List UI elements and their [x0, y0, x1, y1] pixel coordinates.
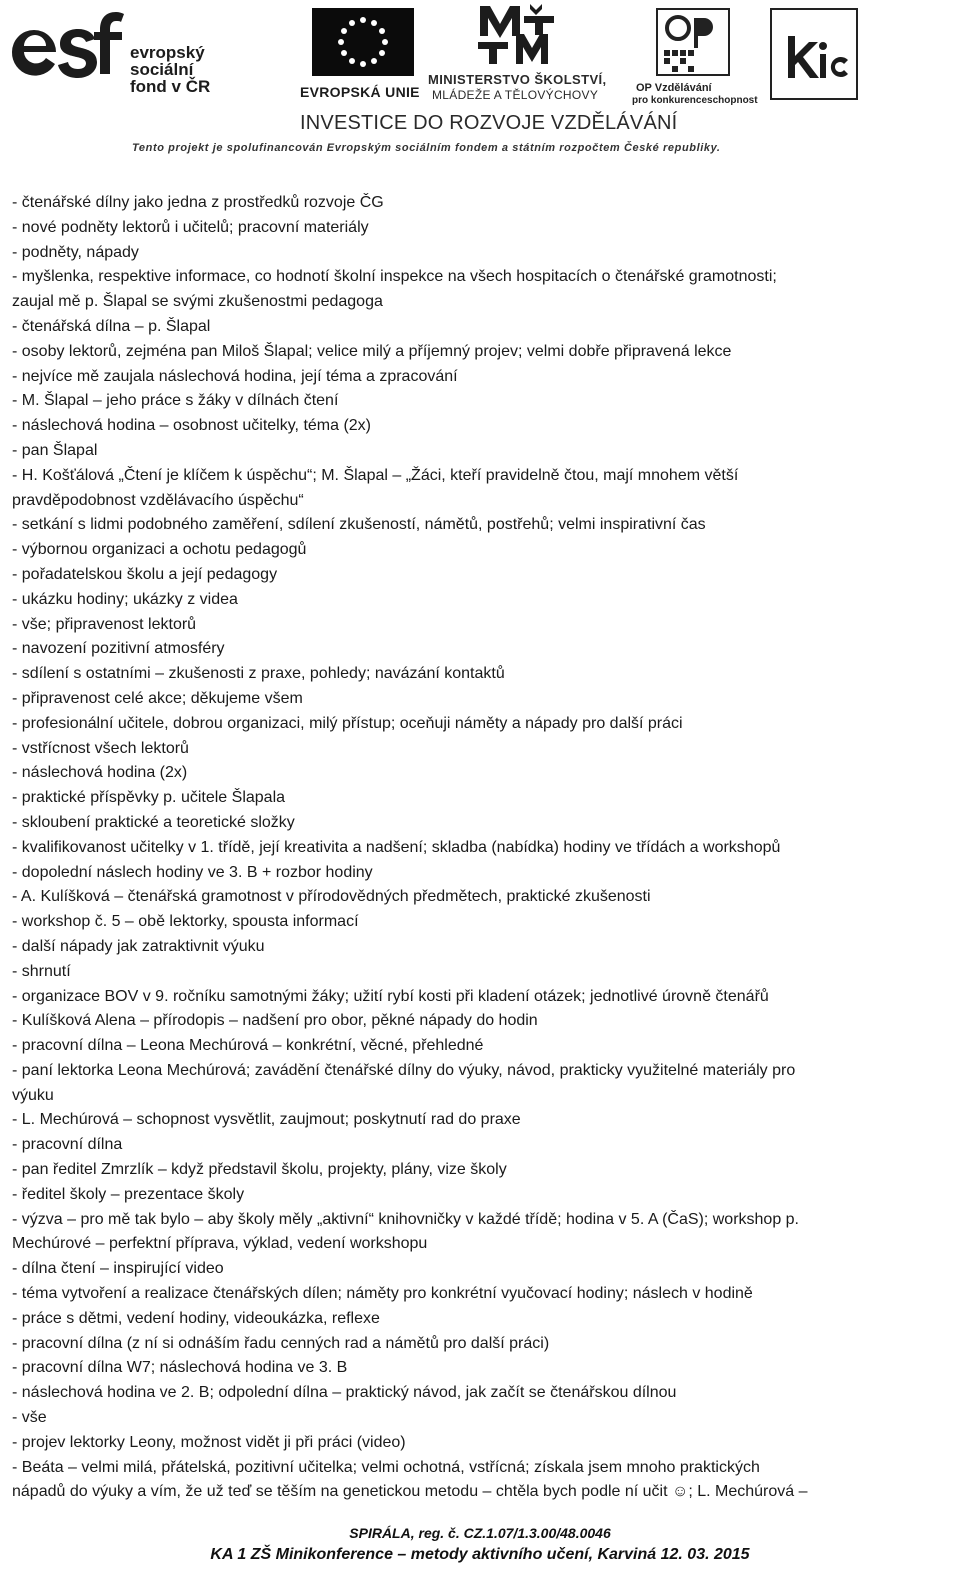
kic-mark-icon [772, 10, 856, 98]
op-name-line2: pro konkurenceschopnost [632, 95, 758, 106]
feedback-line: - ukázku hodiny; ukázky z videa [12, 590, 238, 608]
feedback-line: - A. Kulíšková – čtenářská gramotnost v přírodovědných předmětech, praktické zkušenosti [12, 888, 651, 906]
feedback-line: - nejvíce mě zaujala náslechová hodina, její téma a zpracování [12, 367, 458, 385]
kic-logo [770, 8, 858, 100]
feedback-line: - vše; připravenost lektorů [12, 615, 197, 633]
feedback-line: pravděpodobnost vzdělávacího úspěchu“ [12, 491, 304, 509]
feedback-line: - další nápady jak zatraktivnit výuku [12, 937, 265, 955]
feedback-line: - téma vytvoření a realizace čtenářských dílen; náměty pro konkrétní vyučovací hodiny; náslech v hodině [12, 1285, 753, 1303]
feedback-line: - nové podněty lektorů i učitelů; pracovní materiály [12, 218, 369, 236]
esf-logo [8, 2, 303, 102]
esf-text-line: evropský [130, 43, 205, 62]
esf-mark-icon [8, 4, 128, 100]
op-logo-frame [656, 8, 730, 76]
footer-event-title: KA 1 ZŠ Minikonference – metody aktivního učení, Karviná 12. 03. 2015 [210, 1546, 750, 1563]
feedback-line: - Kulíšková Alena – přírodopis – nadšení pro obor, pěkné nápady do hodin [12, 1012, 538, 1030]
feedback-line: - shrnutí [12, 962, 71, 980]
feedback-line: - L. Mechúrová – schopnost vysvětlit, zaujmout; poskytnutí rad do praxe [12, 1111, 521, 1129]
feedback-line: - navození pozitivní atmosféry [12, 640, 225, 658]
msmt-mark-icon [476, 2, 556, 68]
feedback-line: - výzva – pro mě tak bylo – aby školy měly „aktivní“ knihovničky v každé třídě; hodina v 5. A (ČaS); workshop p. [12, 1210, 799, 1228]
feedback-line: - podněty, nápady [12, 243, 139, 261]
op-name-line1: OP Vzdělávání [636, 82, 712, 94]
feedback-line: - náslechová hodina – osobnost učitelky, téma (2x) [12, 417, 372, 435]
feedback-line: - pracovní dílna (z ní si odnáším řadu cenných rad a námětů pro další práci) [12, 1334, 550, 1352]
feedback-line: - projev lektorky Leony, možnost vidět ji při práci (video) [12, 1433, 406, 1451]
feedback-line: - připravenost celé akce; děkujeme všem [12, 689, 303, 707]
feedback-line: - pan ředitel Zmrzlík – když představil školu, projekty, plány, vize školy [12, 1161, 507, 1179]
feedback-line: - dílna čtení – inspirující video [12, 1260, 224, 1278]
feedback-line: - organizace BOV v 9. ročníku samotnými žáky; užití rybí kosti při kladení otázek; jednotlivé úrovně čtenářů [12, 987, 769, 1005]
feedback-line: - pracovní dílna [12, 1136, 123, 1154]
eu-flag-icon [312, 8, 414, 76]
feedback-line: - myšlenka, respektive informace, co hodnotí školní inspekce na všech hospitacích o čtenářské gramotnosti; [12, 268, 777, 286]
feedback-line: - výbornou organizaci a ochotu pedagogů [12, 541, 307, 559]
feedback-line: - M. Šlapal – jeho práce s žáky v dílnách čtení [12, 392, 339, 410]
feedback-line: - profesionální učitele, dobrou organizaci, milý přístup; oceňuji náměty a nápady pro další práci [12, 714, 683, 732]
op-vzdelavani-logo [628, 8, 763, 106]
feedback-line: - setkání s lidmi podobného zaměření, sdílení zkušeností, námětů, postřehů; velmi inspirativní čas [12, 516, 706, 534]
feedback-line: - praktické příspěvky p. učitele Šlapala [12, 789, 286, 807]
esf-text-line: fond v ČR [130, 77, 211, 96]
feedback-line: - workshop č. 5 – obě lektorky, spousta informací [12, 913, 359, 931]
feedback-line: nápadů do výuky a vím, že už teď se těším na genetickou metodu – chtěla bych podle ní učit ☺; L. Mechúrová – [12, 1483, 808, 1501]
feedback-line: - pan Šlapal [12, 441, 98, 459]
feedback-line: - náslechová hodina (2x) [12, 764, 188, 782]
msmt-logo [428, 2, 628, 100]
msmt-name-line1: MINISTERSTVO ŠKOLSTVÍ, [428, 72, 607, 87]
feedback-line: - pořadatelskou školu a její pedagogy [12, 565, 278, 583]
investice-slogan: INVESTICE DO ROZVOJE VZDĚLÁVÁNÍ [300, 112, 678, 134]
feedback-line: - sdílení s ostatními – zkušenosti z praxe, pohledy; navázání kontaktů [12, 665, 505, 683]
feedback-line: - kvalifikovanost učitelky v 1. třídě, její kreativita a nadšení; skladba (nabídka) hodiny ve třídách a workshopů [12, 838, 781, 856]
eu-logo [300, 8, 425, 100]
feedback-line: - ředitel školy – prezentace školy [12, 1185, 245, 1203]
feedback-line: - pracovní dílna W7; náslechová hodina ve 3. B [12, 1359, 348, 1377]
feedback-line: - čtenářská dílna – p. Šlapal [12, 317, 211, 335]
feedback-line: - paní lektorka Leona Mechúrová; zavádění čtenářské dílny do výuky, návod, prakticky využitelné materiály pro [12, 1061, 796, 1079]
feedback-line: - vstřícnost všech lektorů [12, 739, 189, 757]
cofinancing-note: Tento projekt je spolufinancován Evropským sociálním fondem a státním rozpočtem České republiky. [132, 142, 721, 154]
feedback-line: - čtenářské dílny jako jedna z prostředků rozvoje ČG [12, 194, 384, 211]
msmt-name-line2: MLÁDEŽE A TĚLOVÝCHOVY [432, 88, 599, 102]
feedback-line: výuku [12, 1086, 54, 1104]
op-mark-icon [658, 10, 728, 74]
esf-text-line: sociální [130, 60, 194, 79]
feedback-line: - náslechová hodina ve 2. B; odpolední dílna – praktický návod, jak začít se čtenářskou dílnou [12, 1384, 677, 1402]
feedback-line: - dopolední náslech hodiny ve 3. B + rozbor hodiny [12, 863, 373, 881]
feedback-line: - osoby lektorů, zejména pan Miloš Šlapal; velice milý a příjemný projev; velmi dobře připravená lekce [12, 342, 732, 360]
footer-project-code: SPIRÁLA, reg. č. CZ.1.07/1.3.00/48.0046 [349, 1525, 611, 1541]
header-logos-bar [0, 0, 960, 165]
esf-logo-text [130, 44, 210, 95]
feedback-line: - Beáta – velmi milá, přátelská, pozitivní učitelka; velmi ochotná, vstřícná; získala jsem mnoho praktických [12, 1458, 760, 1476]
feedback-line: - vše [12, 1409, 47, 1427]
feedback-line: - H. Košťálová „Čtení je klíčem k úspěchu“; M. Šlapal – „Žáci, kteří pravidelně čtou, mají mnohem větší [12, 466, 739, 484]
feedback-line: zaujal mě p. Šlapal se svými zkušenostmi pedagoga [12, 293, 383, 311]
feedback-line: - práce s dětmi, vedení hodiny, videoukázka, reflexe [12, 1309, 380, 1327]
feedback-list [12, 191, 948, 1505]
feedback-line: - skloubení praktické a teoretické složky [12, 813, 295, 831]
eu-label: EVROPSKÁ UNIE [300, 84, 420, 100]
feedback-line: - pracovní dílna – Leona Mechúrová – konkrétní, věcné, přehledné [12, 1037, 484, 1055]
feedback-line: Mechúrové – perfektní příprava, výklad, vedení workshopu [12, 1235, 428, 1253]
